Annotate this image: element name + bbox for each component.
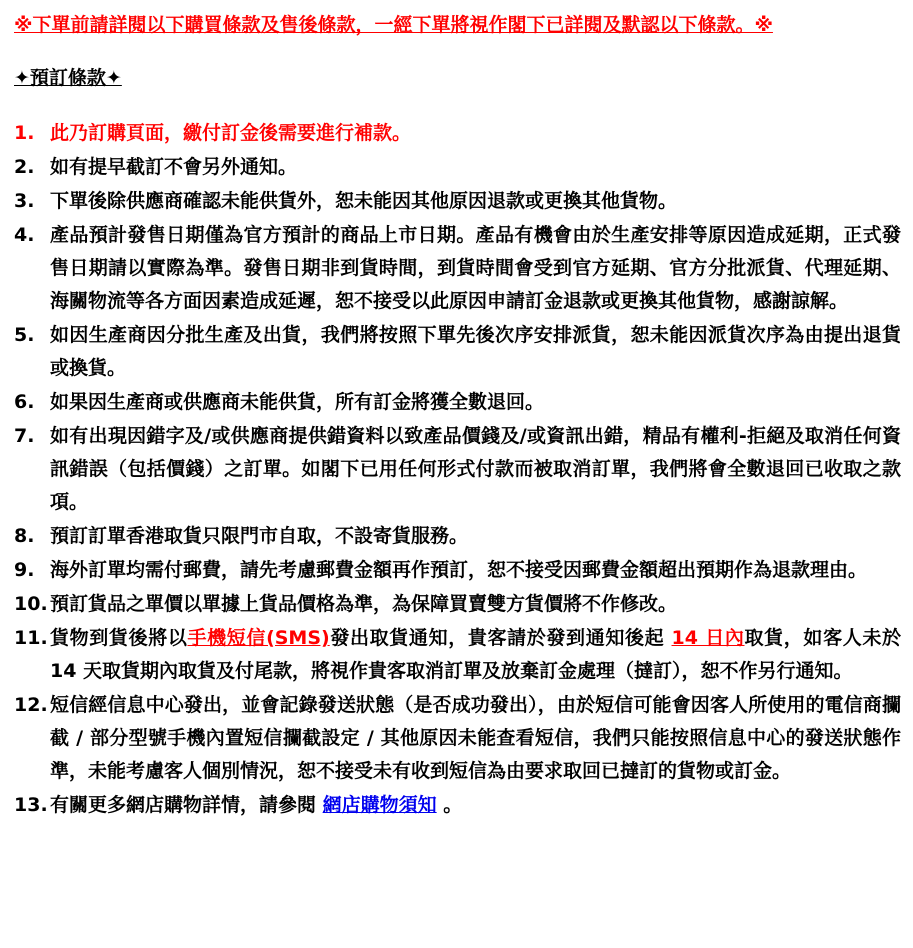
term-item-11 [14, 622, 901, 688]
term-text [50, 219, 901, 318]
plain-text: 如因生產商因分批生產及出貨，我們將按照下單先後次序安排派貨，恕未能因派貨次序為由提出退貨或換貨。 [50, 324, 901, 380]
term-text [50, 151, 901, 184]
term-number: 7. [14, 425, 35, 448]
term-number: 2. [14, 156, 35, 179]
term-item-9 [14, 554, 901, 587]
term-text [50, 420, 901, 519]
term-number: 3. [14, 190, 35, 213]
term-item-1 [14, 117, 901, 150]
plain-text: 如有出現因錯字及/或供應商提供錯資料以致產品價錢及/或資訊出錯，精品有權利-拒絕及取消任何資訊錯誤（包括價錢）之訂單。如閣下已用任何形式付款而被取消訂單，我們將會全數退回已收取之款項。 [50, 425, 901, 514]
term-number: 8. [14, 525, 35, 548]
term-number: 6. [14, 391, 35, 414]
terms-list [14, 117, 901, 822]
term-item-2 [14, 151, 901, 184]
plain-text: 產品預計發售日期僅為官方預計的商品上市日期。產品有機會由於生產安排等原因造成延期，正式發售日期請以實際為準。發售日期非到貨時間，到貨時間會受到官方延期、官方分批派貨、代理延期、海關物流等各方面因素造成延遲，恕不接受以此原因申請訂金退款或更換其他貨物，感謝諒解。 [50, 224, 901, 313]
plain-text: 。 [436, 794, 463, 817]
purchase-terms-header: ※下單前請詳閱以下購買條款及售後條款，一經下單將視作閣下已詳閱及默認以下條款。※ [14, 14, 773, 36]
term-item-8 [14, 520, 901, 553]
plain-text: 此乃訂購頁面，繳付訂金後需要進行補款。 [50, 122, 412, 145]
term-text [50, 689, 901, 788]
term-text [50, 622, 901, 688]
term-number: 12. [14, 694, 48, 717]
plain-text: 預訂訂單香港取貨只限門市自取，不設寄貨服務。 [50, 525, 469, 548]
highlighted-text: 14 日內 [671, 627, 745, 650]
term-text [50, 520, 901, 553]
term-text [50, 554, 901, 587]
plain-text: 下單後除供應商確認未能供貨外，恕未能因其他原因退款或更換其他貨物。 [50, 190, 678, 213]
term-number: 4. [14, 224, 35, 247]
term-text [50, 386, 901, 419]
plain-text: 如果因生產商或供應商未能供貨，所有訂金將獲全數退回。 [50, 391, 545, 414]
plain-text: 預訂貨品之單價以單據上貨品價格為準，為保障買賣雙方貨價將不作修改。 [50, 593, 678, 616]
plain-text: 海外訂單均需付郵費，請先考慮郵費金額再作預訂，恕不接受因郵費金額超出預期作為退款理由。 [50, 559, 868, 582]
term-item-10 [14, 588, 901, 621]
term-item-13 [14, 789, 901, 822]
term-item-12 [14, 689, 901, 788]
plain-text: 如有提早截訂不會另外通知。 [50, 156, 298, 179]
term-number: 1. [14, 122, 35, 145]
store-shopping-guide-link[interactable]: 網店購物須知 [322, 794, 437, 817]
term-text [50, 117, 901, 150]
term-item-7 [14, 420, 901, 519]
plain-text: 貨物到貨後將以 [50, 627, 188, 650]
highlighted-text: 手機短信(SMS) [187, 627, 330, 650]
preorder-terms-heading: ✦預訂條款✦ [14, 66, 122, 89]
plain-text: 發出取貨通知，貴客請於發到通知後起 [329, 627, 672, 650]
term-item-4 [14, 219, 901, 318]
plain-text: 有關更多網店購物詳情，請參閱 [50, 794, 323, 817]
plain-text: 取貨，如客人未於 14 天取貨期內取貨及付尾款，將視作貴客取消訂單及放棄訂金處理（撻訂），恕不作另行通知。 [50, 627, 901, 683]
term-number: 13. [14, 794, 48, 817]
term-number: 9. [14, 559, 35, 582]
term-item-6 [14, 386, 901, 419]
term-text [50, 789, 901, 822]
term-text [50, 319, 901, 385]
term-item-3 [14, 185, 901, 218]
term-text [50, 588, 901, 621]
term-number: 5. [14, 324, 35, 347]
term-text [50, 185, 901, 218]
term-number: 10. [14, 593, 48, 616]
term-number: 11. [14, 627, 48, 650]
term-item-5 [14, 319, 901, 385]
plain-text: 短信經信息中心發出，並會記錄發送狀態（是否成功發出），由於短信可能會因客人所使用的電信商攔截 / 部分型號手機內置短信攔截設定 / 其他原因未能查看短信，我們只能按照信息中心的發送狀態作準，未能考慮客人個別情況，恕不接受未有收到短信為由要求取回已撻訂的貨物或訂金。 [50, 694, 901, 783]
